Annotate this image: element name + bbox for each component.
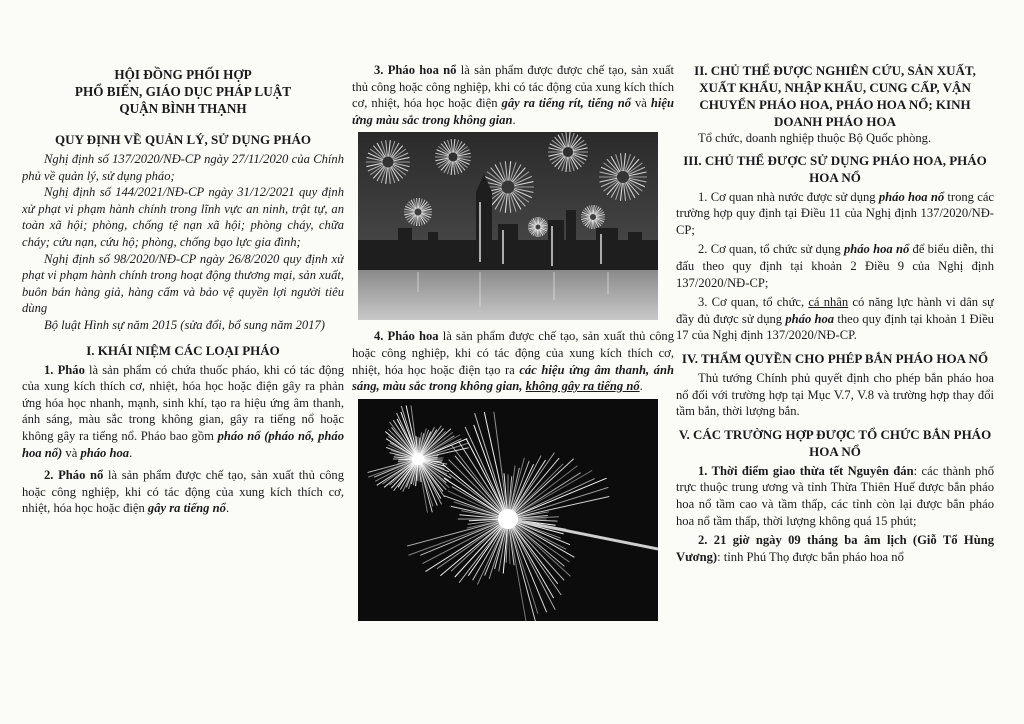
column-right bbox=[676, 0, 994, 724]
org-title-line-2: PHỔ BIẾN, GIÁO DỤC PHÁP LUẬT bbox=[74, 84, 292, 99]
column-middle bbox=[352, 0, 674, 724]
definition-phao-hoa-no: 3. Pháo hoa nổ là sản phẩm được được chế tạo, sản xuất thủ công hoặc công nghiệp, khi có tác động của xung kích thích cơ, nhiệt, hóa học hoặc điện gây ra tiếng rít, tiếng nổ và hiệu ứng màu sắc trong không gian. bbox=[352, 63, 674, 127]
section-3-item-1: 1. Cơ quan nhà nước được sử dụng pháo hoa nổ trong các trường hợp quy định tại Điều 11 của Nghị định 137/2020/NĐ-CP; bbox=[676, 189, 994, 237]
city-fireworks-image bbox=[358, 132, 658, 320]
item-lead: 4. Pháo hoa bbox=[374, 329, 439, 344]
section-heading-1: I. KHÁI NIỆM CÁC LOẠI PHÁO bbox=[86, 342, 280, 358]
org-title-line-3: QUẬN BÌNH THẠNH bbox=[119, 101, 247, 116]
section-4-text: Thủ tướng Chính phủ quyết định cho phép bắn pháo hoa nổ đối với trường hợp tại Mục V.7, V.8 và trường hợp thay đổi tầm bắn, thời lượng bắn. bbox=[676, 370, 994, 419]
column-left bbox=[22, 0, 344, 724]
section-heading-3: III. CHỦ THỂ ĐƯỢC SỬ DỤNG PHÁO HOA, PHÁO HOA NỔ bbox=[683, 152, 987, 185]
section-5-item-2: 2. 21 giờ ngày 09 tháng ba âm lịch (Giỗ Tổ Hùng Vương): tỉnh Phú Thọ được bắn pháo hoa nổ bbox=[676, 533, 994, 564]
section-3-item-3: 3. Cơ quan, tổ chức, cá nhân có năng lực hành vi dân sự đầy đủ được sử dụng pháo hoa theo quy định tại khoản 1 Điều 17 của Nghị định 137/2020/NĐ-CP. bbox=[676, 295, 994, 343]
org-title-line-1: HỘI ĐỒNG PHỐI HỢP bbox=[114, 67, 252, 82]
law-reference: Nghị định số 144/2021/NĐ-CP ngày 31/12/2021 quy định xử phạt vi phạm hành chính trong lĩnh vực an ninh, trật tự, an toàn xã hội; phòng, chống tệ nạn xã hội; phòng cháy, chữa cháy; cứu nạn, cứu hộ; phòng, chống bạo lực gia đình; bbox=[22, 185, 344, 249]
law-reference: Bộ luật Hình sự năm 2015 (sửa đổi, bổ sung năm 2017) bbox=[44, 317, 326, 332]
sparkler-image bbox=[358, 399, 658, 621]
section-3-item-2: 2. Cơ quan, tổ chức sử dụng pháo hoa nổ để biểu diễn, thi đấu theo quy định tại khoản 2 Điều 9 của Nghị định 137/2020/NĐ-CP; bbox=[676, 242, 994, 290]
item-lead: 1. Pháo bbox=[44, 362, 85, 377]
definition-phao: 1. Pháo là sản phẩm có chứa thuốc pháo, khi có tác động của xung kích thích cơ, nhiệt, hóa học hoặc điện gây ra phản ứng hóa học nhanh, mạnh, sinh khí, tạo ra hiệu ứng âm thanh, ánh sáng, màu sắc trong không gian, gây ra tiếng nổ hoặc không gây ra tiếng nổ. Pháo bao gồm pháo nổ (pháo nổ, pháo hoa nổ) và pháo hoa. bbox=[22, 362, 344, 460]
definition-phao-hoa: 4. Pháo hoa là sản phẩm được chế tạo, sản xuất thủ công hoặc công nghiệp, khi có tác động của xung kích thích cơ, nhiệt, hóa học hoặc điện tạo ra các hiệu ứng âm thanh, ánh sáng, màu sắc trong không gian, không gây ra tiếng nổ. bbox=[352, 329, 674, 394]
item-lead: 3. Pháo hoa nổ bbox=[374, 63, 457, 77]
city-fireworks-photo bbox=[358, 132, 658, 320]
document-title: QUY ĐỊNH VỀ QUẢN LÝ, SỬ DỤNG PHÁO bbox=[55, 132, 311, 147]
sparkler-photo bbox=[358, 399, 658, 621]
definition-phao-no: 2. Pháo nổ là sản phẩm được chế tạo, sản xuất thủ công hoặc công nghiệp, khi có tác động của xung kích thích cơ, nhiệt, hóa học hoặc điện gây ra tiếng nổ. bbox=[22, 468, 344, 516]
section-heading-4: IV. THẨM QUYỀN CHO PHÉP BẮN PHÁO HOA NỔ bbox=[681, 350, 989, 366]
section-2-text: Tổ chức, doanh nghiệp thuộc Bộ Quốc phòng. bbox=[698, 131, 932, 145]
section-5-item-1: 1. Thời điểm giao thừa tết Nguyên đán: các thành phố trực thuộc trung ương và tỉnh Thừa Thiên Huế được bắn pháo hoa nổ tầm cao và tầm thấp, các tỉnh còn lại được bắn pháo hoa nổ tầm thấp, thời lượng không quá 15 phút; bbox=[676, 463, 994, 528]
law-reference: Nghị định số 137/2020/NĐ-CP ngày 27/11/2020 của Chính phủ về quản lý, sử dụng pháo; bbox=[22, 152, 344, 183]
law-reference: Nghị định số 98/2020/NĐ-CP ngày 26/8/2020 quy định xử phạt vi phạm hành chính trong hoạt động thương mại, sản xuất, buôn bán hàng giả, hàng cấm và bảo vệ quyền lợi người tiêu dùng bbox=[22, 251, 344, 316]
section-heading-5: V. CÁC TRƯỜNG HỢP ĐƯỢC TỔ CHỨC BẮN PHÁO HOA NỔ bbox=[678, 426, 992, 459]
section-heading-2: II. CHỦ THỂ ĐƯỢC NGHIÊN CỨU, SẢN XUẤT, XUẤT KHẨU, NHẬP KHẨU, CUNG CẤP, VẬN CHUYỂN PHÁO HOA, PHÁO HOA NỔ; KINH DOANH PHÁO HOA bbox=[694, 63, 976, 129]
item-lead: 2. Pháo nổ bbox=[44, 468, 104, 483]
